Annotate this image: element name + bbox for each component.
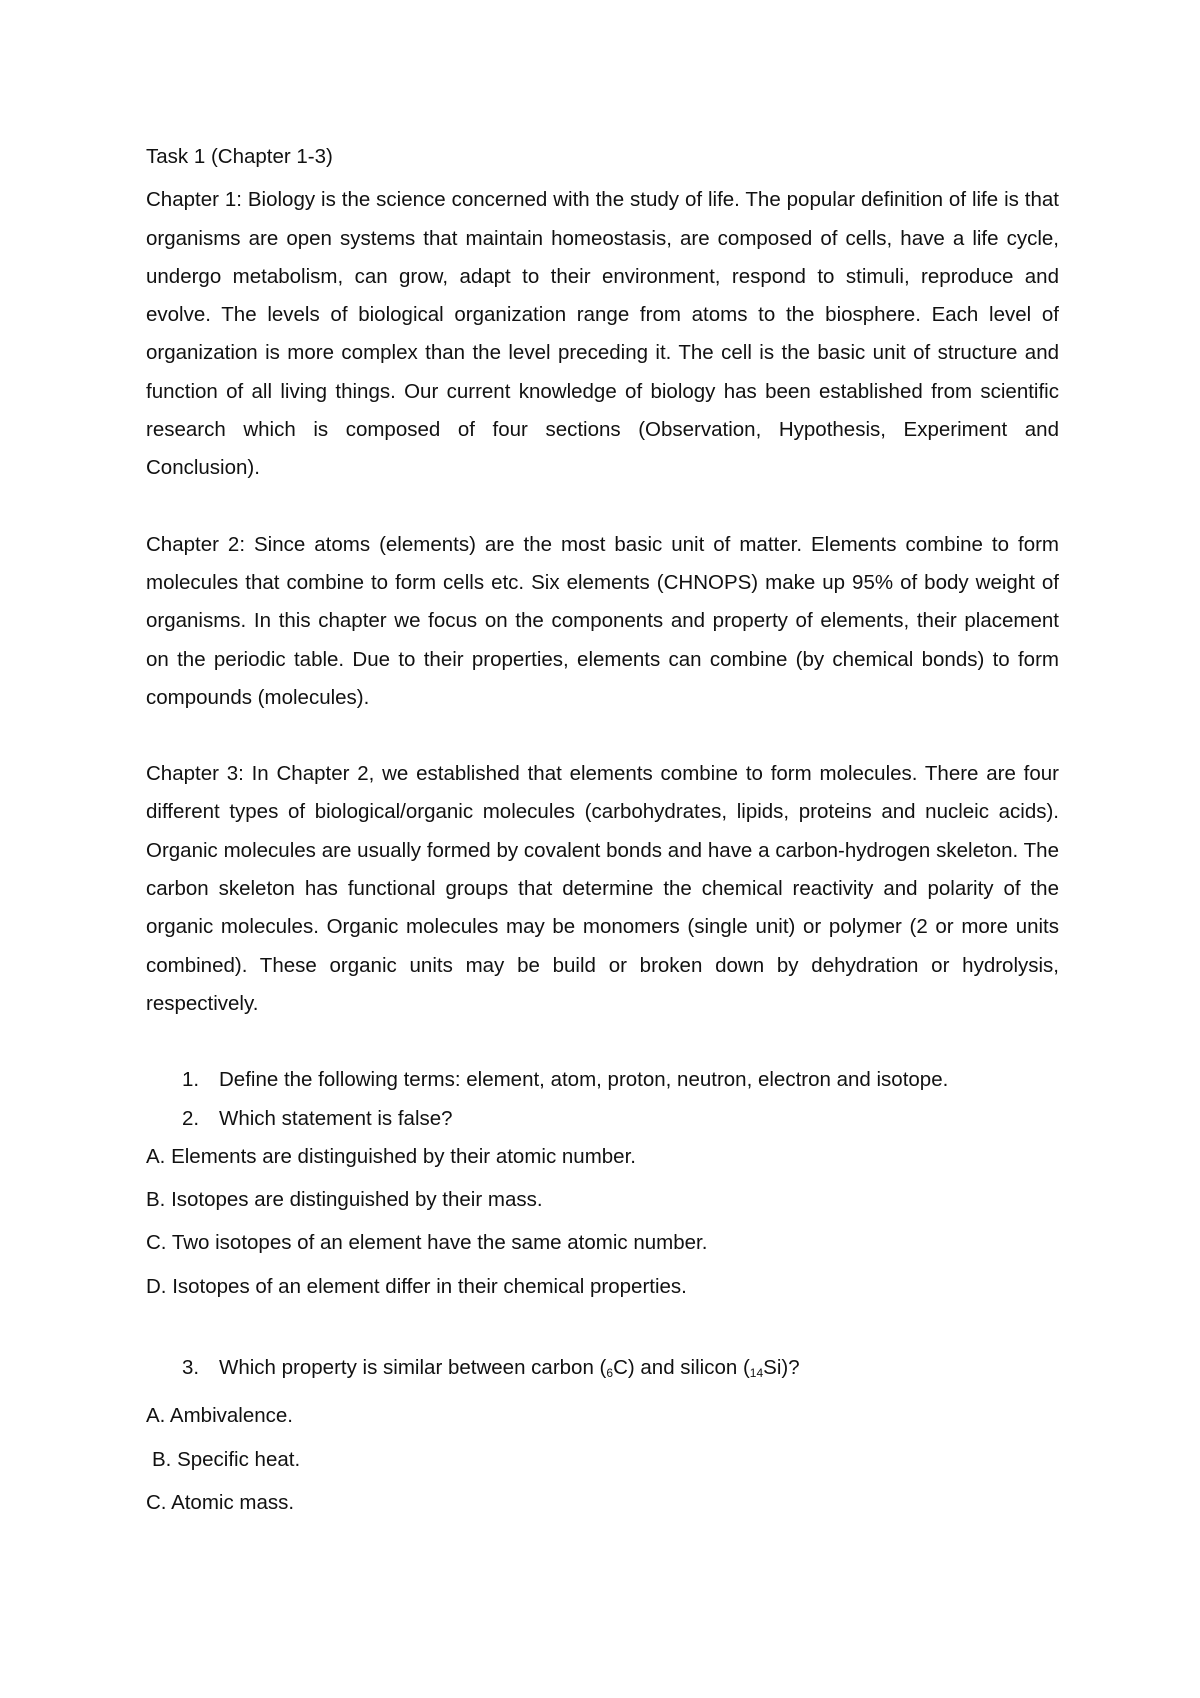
carbon-atomic-number-subscript: 6 — [606, 1366, 614, 1381]
question-1 — [146, 1061, 1059, 1099]
silicon-atomic-number-subscript: 14 — [749, 1366, 764, 1381]
question-3-option-a: A. Ambivalence. — [146, 1404, 293, 1428]
question-1-text: Define the following terms: element, atom, proton, neutron, electron and isotope. — [219, 1068, 949, 1092]
question-3-number: 3. — [182, 1356, 200, 1380]
question-1-number: 1. — [182, 1068, 200, 1092]
question-2-option-a: A. Elements are distinguished by their atomic number. — [146, 1144, 636, 1168]
question-2-number: 2. — [182, 1106, 200, 1130]
question-3-text-before: Which property is similar between carbon ( — [219, 1356, 607, 1380]
question-2 — [146, 1100, 1059, 1138]
spacer — [146, 488, 1059, 526]
question-2-option-c: C. Two isotopes of an element have the same atomic number. — [146, 1231, 708, 1255]
spacer — [146, 1023, 1059, 1061]
chapter-3-paragraph: Chapter 3: In Chapter 2, we established that elements combine to form molecules. There are four different types of biological/organic molecules (carbohydrates, lipids, proteins and nucleic acids). Organic molecules are usually formed by covalent bonds and have a carbon-hydrogen skeleton. The carbon skeleton has functional groups that determine the chemical reactivity and polarity of the organic molecules. Organic molecules may be monomers (single unit) or polymer (2 or more units combined). These organic units may be build or broken down by dehydration or hydrolysis, respectively. — [146, 762, 1059, 1015]
question-3-text-middle: C) and silicon ( — [613, 1356, 750, 1380]
question-3-option-b: B. Specific heat. — [152, 1447, 301, 1471]
chapter-2-paragraph: Chapter 2: Since atoms (elements) are the most basic unit of matter. Elements combine to form molecules that combine to form cells etc. Six elements (CHNOPS) make up 95% of body weight of organisms. In this chapter we focus on the components and property of elements, their placement on the periodic table. Due to their properties, elements can combine (by chemical bonds) to form compounds (molecules). — [146, 532, 1059, 709]
question-3 — [146, 1349, 1059, 1392]
spacer — [146, 1311, 1059, 1349]
question-3-option-c: C. Atomic mass. — [146, 1490, 295, 1514]
question-2-option-b: B. Isotopes are distinguished by their mass. — [146, 1188, 543, 1212]
spacer — [146, 717, 1059, 755]
question-3-text-after: Si)? — [763, 1356, 800, 1380]
chapter-1-paragraph: Chapter 1: Biology is the science concerned with the study of life. The popular definition of life is that organisms are open systems that maintain homeostasis, are composed of cells, have a life cycle, undergo metabolism, can grow, adapt to their environment, respond to stimuli, reproduce and evolve. The levels of biological organization range from atoms to the biosphere. Each level of organization is more complex than the level preceding it. The cell is the basic unit of structure and function of all living things. Our current knowledge of biology has been established from scientific research which is composed of four sections (Observation, Hypothesis, Experiment and Conclusion). — [146, 188, 1059, 480]
question-2-option-d: D. Isotopes of an element differ in their chemical properties. — [146, 1274, 687, 1298]
question-2-text: Which statement is false? — [219, 1106, 453, 1130]
document-title: Task 1 (Chapter 1-3) — [146, 145, 333, 168]
document-page — [146, 138, 1059, 1527]
